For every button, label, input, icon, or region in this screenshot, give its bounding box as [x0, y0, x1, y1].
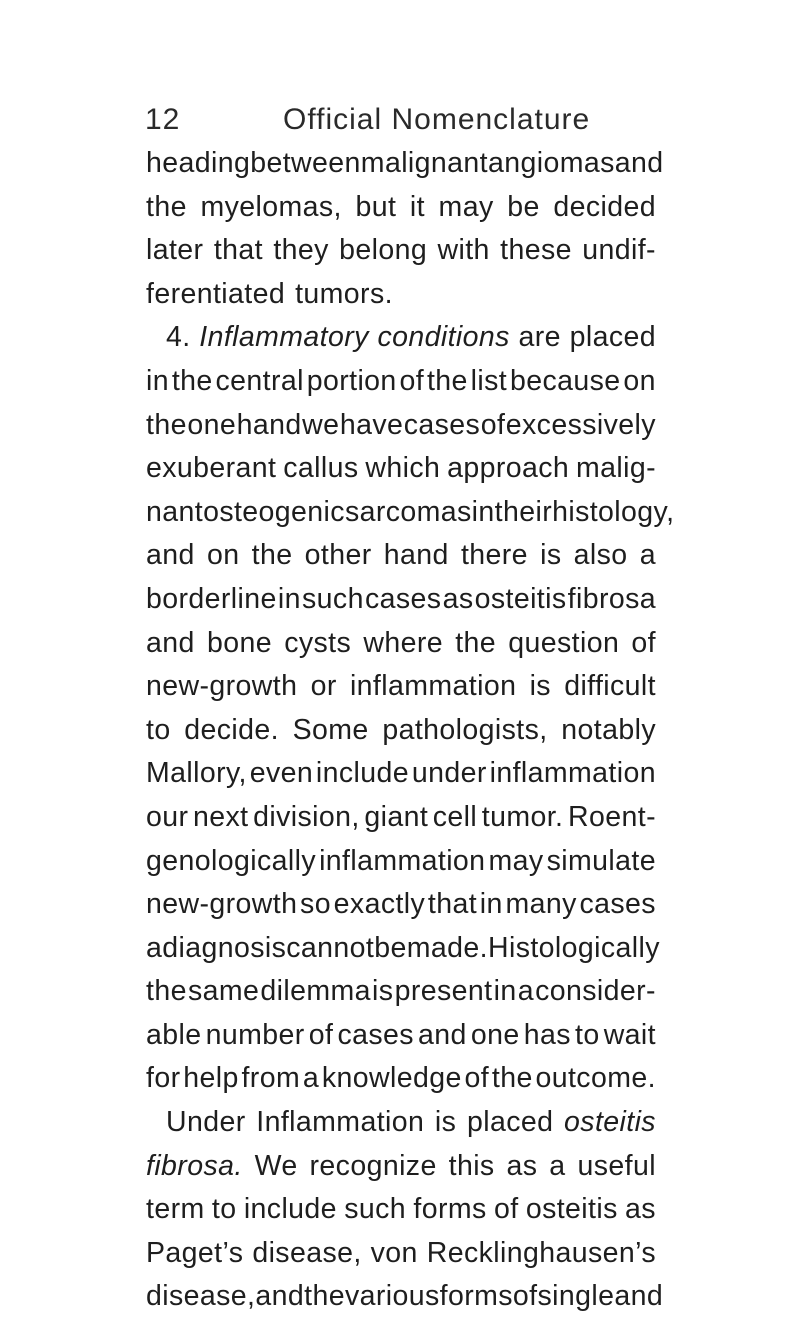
word: disease,: [252, 1236, 362, 1269]
text-line: [146, 1145, 656, 1189]
word: they: [273, 234, 329, 267]
word: knowledge: [321, 1062, 462, 1095]
text-line: [146, 1057, 656, 1101]
word: difficult: [564, 670, 656, 703]
word: a: [549, 1149, 566, 1182]
word: and: [146, 539, 195, 572]
word: has: [523, 1018, 571, 1051]
word: because: [509, 364, 621, 397]
word: we: [302, 408, 340, 441]
word: may: [488, 844, 544, 877]
word: list: [470, 364, 508, 397]
word: on: [623, 364, 656, 397]
word: able: [146, 1018, 202, 1051]
text-line: [146, 316, 656, 360]
word: exuberant: [146, 452, 277, 485]
text-line: [146, 1275, 664, 1319]
word: central: [215, 364, 304, 397]
word: so: [300, 888, 331, 921]
word: also: [573, 539, 628, 572]
word: Some: [292, 713, 369, 746]
running-title: Official Nomenclature: [283, 103, 591, 136]
word: these: [500, 234, 572, 267]
word: heading: [146, 147, 251, 179]
word: the: [251, 539, 293, 572]
word: outcome.: [535, 1062, 656, 1095]
word: callus: [283, 452, 359, 485]
word: and: [614, 147, 664, 179]
word: consider-: [535, 975, 656, 1008]
word: question: [508, 626, 620, 659]
word: on: [206, 539, 240, 572]
word: Histologically: [488, 931, 660, 964]
word: such: [344, 1193, 407, 1226]
word: and: [146, 626, 195, 659]
word: number: [205, 1018, 305, 1051]
word: in: [277, 582, 301, 615]
word: of: [464, 1062, 490, 1095]
word: in: [146, 364, 169, 397]
text-line: [146, 491, 675, 535]
word: that: [427, 888, 478, 921]
word: recognize: [309, 1149, 437, 1182]
text-line: [146, 534, 656, 578]
word: inflammation: [489, 757, 656, 790]
word: may: [438, 190, 494, 223]
word: borderline: [146, 582, 277, 615]
word: have: [339, 408, 404, 441]
word: useful: [577, 1149, 656, 1182]
word: inflammation: [319, 844, 486, 877]
word: single: [537, 1280, 615, 1313]
word: tumor.: [481, 800, 564, 833]
text-line: [146, 186, 656, 230]
word: cases: [364, 582, 442, 615]
word: in: [471, 495, 495, 528]
word: as: [442, 582, 474, 615]
word: the: [426, 364, 468, 397]
word: later: [146, 234, 204, 267]
word: malig-: [576, 452, 656, 485]
word: osteitis: [474, 582, 567, 615]
word: tumors.: [295, 277, 393, 310]
word: osteogenic: [203, 495, 345, 528]
word: from: [241, 1062, 301, 1095]
word: nant: [146, 495, 204, 528]
word: giant: [364, 800, 429, 833]
page-number: 12: [145, 103, 181, 136]
word: wait: [603, 1018, 656, 1051]
word: present: [394, 975, 493, 1008]
word: this: [448, 1149, 495, 1182]
word: forms: [439, 1280, 513, 1313]
word: malignant: [360, 147, 488, 179]
word: one: [187, 408, 237, 441]
word: of: [512, 1280, 538, 1313]
word: hand: [383, 539, 449, 572]
word: We: [254, 1149, 298, 1182]
word: histology,: [552, 495, 675, 528]
word: placed: [466, 1106, 554, 1139]
word: Recklinghausen’s: [426, 1236, 656, 1269]
word: cannot: [286, 931, 375, 964]
word: the: [491, 1062, 533, 1095]
word: Paget’s: [146, 1236, 244, 1269]
word: a: [517, 975, 534, 1008]
word: myelomas,: [200, 190, 342, 223]
word: as: [625, 1193, 656, 1226]
word: that: [213, 234, 263, 267]
word: decided: [553, 190, 656, 223]
word: the: [304, 1280, 345, 1313]
text-line: [146, 229, 656, 273]
word: inflammation: [349, 670, 517, 703]
word: their: [494, 495, 553, 528]
word: help: [183, 1062, 239, 1095]
word: 4.: [166, 321, 191, 354]
word: angiomas: [487, 147, 615, 179]
text-line: [146, 840, 656, 884]
word: is: [540, 539, 562, 572]
word: sarcomas: [344, 495, 472, 528]
word: there: [460, 539, 528, 572]
word: and: [418, 1018, 467, 1051]
word: be: [374, 931, 407, 964]
text-line: [146, 752, 656, 796]
word: Inflammatory: [199, 321, 369, 354]
word: forms: [413, 1193, 487, 1226]
word: a: [146, 931, 163, 964]
word: is: [529, 670, 551, 703]
word: of: [480, 408, 506, 441]
word: be: [507, 190, 540, 223]
word: of: [399, 364, 425, 397]
word: or: [310, 670, 337, 703]
word: of: [631, 626, 656, 659]
word: for: [146, 1062, 181, 1095]
word: it: [409, 190, 425, 223]
word: of: [493, 1193, 519, 1226]
text-line: [146, 1232, 656, 1276]
word: von: [370, 1236, 418, 1269]
word: fibrosa.: [146, 1149, 243, 1182]
word: cases: [337, 1018, 414, 1051]
word: to: [146, 713, 171, 746]
word: a: [639, 539, 656, 572]
word: to: [211, 1193, 237, 1226]
word: which: [365, 452, 441, 485]
text-line: [146, 927, 660, 971]
word: approach: [447, 452, 570, 485]
text-line: [146, 360, 656, 404]
text-line: [146, 970, 656, 1014]
word: even: [249, 757, 314, 790]
word: and: [255, 1280, 305, 1313]
word: new-growth: [146, 670, 298, 703]
word: notably: [561, 713, 656, 746]
word: Roent-: [568, 800, 656, 833]
word: is: [372, 975, 394, 1008]
word: but: [355, 190, 397, 223]
word: undif-: [582, 234, 656, 267]
text-line: [146, 1101, 656, 1145]
word: is: [434, 1106, 457, 1139]
word: cell: [432, 800, 478, 833]
word: many: [505, 888, 577, 921]
text-line: [146, 404, 656, 448]
word: next: [193, 800, 249, 833]
word: dilemma: [260, 975, 371, 1008]
word: the: [146, 975, 187, 1008]
word: our: [146, 800, 189, 833]
word: ferentiated: [146, 277, 286, 310]
text-line: [146, 883, 656, 927]
word: the: [455, 626, 497, 659]
body-text: [146, 142, 675, 1319]
word: in: [479, 888, 503, 921]
word: and: [614, 1280, 664, 1313]
word: hand: [236, 408, 302, 441]
word: include: [315, 757, 410, 790]
word: division,: [253, 800, 360, 833]
word: such: [302, 582, 364, 615]
word: one: [470, 1018, 520, 1051]
word: are: [518, 321, 561, 354]
word: belong: [339, 234, 428, 267]
word: simulate: [546, 844, 656, 877]
text-line: [146, 709, 656, 753]
running-head: [145, 103, 665, 143]
word: disease,: [146, 1280, 256, 1313]
word: between: [250, 147, 361, 179]
word: as: [506, 1149, 538, 1182]
word: Inflammation: [256, 1106, 425, 1139]
word: term: [146, 1193, 205, 1226]
word: diagnosis: [162, 931, 287, 964]
text-line: [146, 665, 656, 709]
word: made.: [406, 931, 488, 964]
word: in: [493, 975, 517, 1008]
word: excessively: [505, 408, 656, 441]
text-line: [146, 273, 656, 317]
word: Mallory,: [146, 757, 247, 790]
word: include: [243, 1193, 337, 1226]
word: with: [437, 234, 490, 267]
word: Under: [166, 1106, 246, 1139]
word: portion: [306, 364, 397, 397]
word: fibrosa: [567, 582, 656, 615]
word: same: [187, 975, 260, 1008]
word: bone: [206, 626, 272, 659]
word: cases: [403, 408, 481, 441]
text-line: [146, 1188, 656, 1232]
word: osteitis: [564, 1106, 656, 1139]
word: the: [146, 408, 187, 441]
word: the: [146, 190, 187, 223]
word: cysts: [284, 626, 352, 659]
word: under: [411, 757, 487, 790]
text-line: [146, 447, 656, 491]
word: of: [308, 1018, 334, 1051]
word: decide.: [184, 713, 279, 746]
word: placed: [569, 321, 656, 354]
text-line: [146, 622, 656, 666]
word: to: [575, 1018, 600, 1051]
word: various: [344, 1280, 440, 1313]
word: other: [304, 539, 372, 572]
word: new-growth: [146, 888, 298, 921]
word: cases: [579, 888, 656, 921]
text-line: [146, 796, 656, 840]
word: conditions: [377, 321, 510, 354]
word: where: [363, 626, 443, 659]
word: osteitis: [525, 1193, 618, 1226]
text-line: [146, 1014, 656, 1058]
text-line: [146, 142, 664, 186]
word: the: [171, 364, 213, 397]
word: exactly: [333, 888, 426, 921]
word: pathologists,: [382, 713, 548, 746]
text-line: [146, 578, 656, 622]
word: a: [302, 1062, 320, 1095]
word: genologically: [146, 844, 316, 877]
